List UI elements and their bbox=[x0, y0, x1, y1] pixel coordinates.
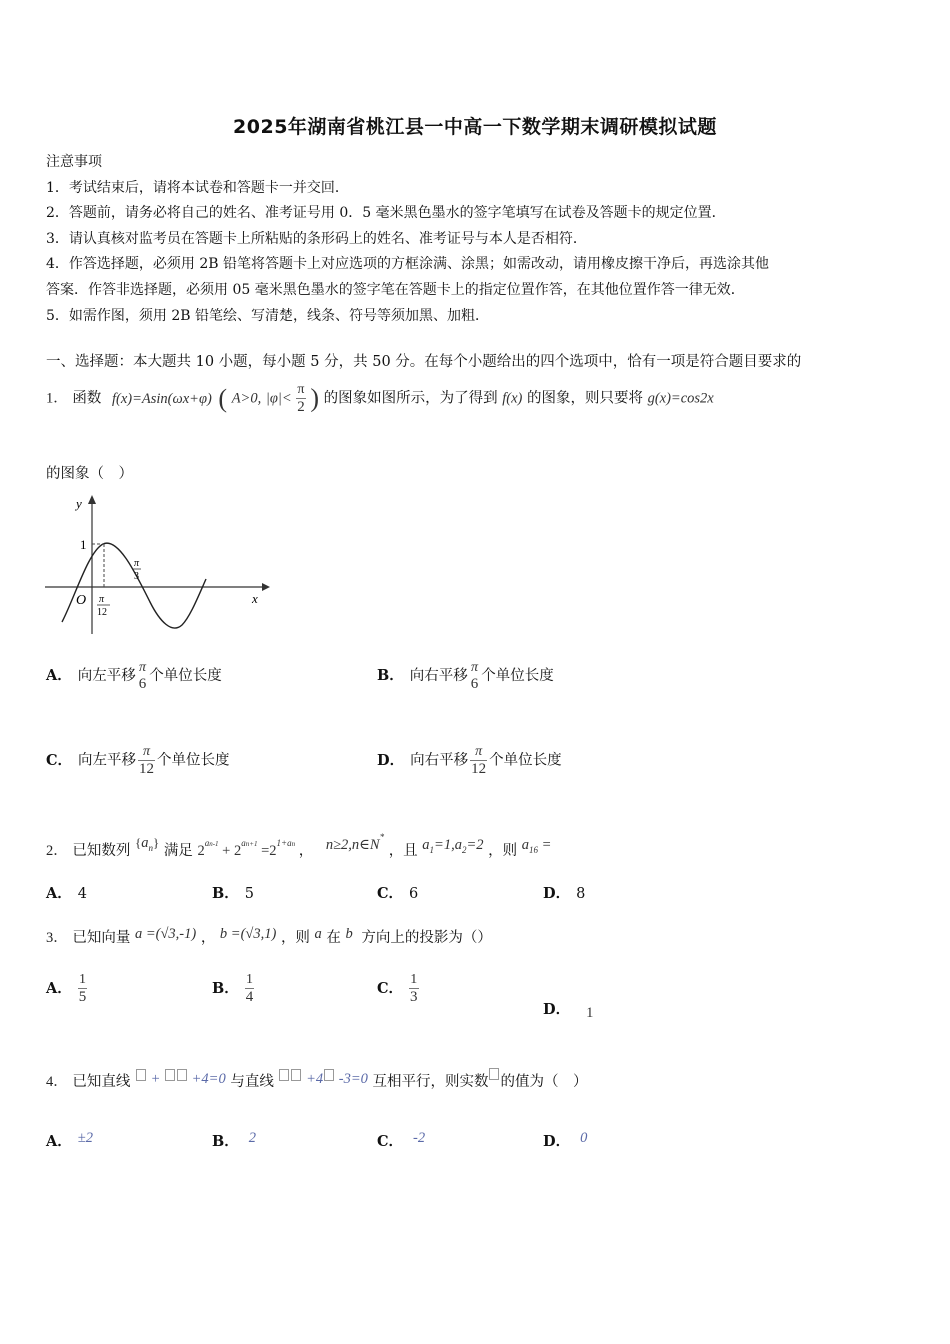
question-text: 已知直线 bbox=[72, 1074, 131, 1090]
notice-item: 2．答题前，请务必将自己的姓名、准考证号用 0．5 毫米黑色墨水的签字笔填写在试卷及答题卡的规定位置． bbox=[46, 205, 726, 222]
tick-pi-12-num: π bbox=[99, 594, 105, 605]
vector-b: b =(√3,1) bbox=[219, 926, 277, 942]
q4-option-c[interactable]: C． -2 bbox=[377, 1130, 426, 1150]
notice-heading: 注意事项 bbox=[46, 154, 102, 170]
question-text: 的图象如图所示，为了得到 bbox=[323, 390, 498, 407]
page-title: 2025年湖南省桃江县一中高一下数学期末调研模拟试题 bbox=[233, 116, 717, 138]
question-number: 3． bbox=[46, 930, 68, 946]
notice-item: 5．如需作图，须用 2B 铅笔绘、写清楚，线条、符号等须加黑、加粗． bbox=[46, 307, 490, 324]
target-term: $a_{16}$ = bbox=[521, 837, 552, 855]
section-heading: 一、选择题：本大题共 10 小题，每小题 5 分，共 50 分。在每个小题给出的四个选项中，恰有一项是符合题目要求的 bbox=[46, 354, 802, 370]
formula-f: f(x)=Asin(ωx+φ) bbox=[111, 390, 212, 407]
tick-pi-12-den: 12 bbox=[97, 607, 107, 618]
line-1-equation: + +4=0 bbox=[135, 1071, 226, 1087]
tick-pi-3-den: 3 bbox=[134, 571, 139, 582]
q4-option-a[interactable]: A． ±2 bbox=[46, 1130, 93, 1150]
condition-a: A>0, bbox=[231, 390, 262, 407]
question-text: 已知向量 bbox=[72, 930, 131, 946]
question-3-stem: 3． 已知向量 a =(√3,-1) ， b =(√3,1) ，则 a 在 b 方向上的投影为（） bbox=[46, 926, 492, 946]
fraction-pi-over-2: $\frac{\pi}{2}$ bbox=[297, 382, 305, 415]
question-1-stem: 1． 函数 f(x)=Asin(ωx+φ) ( A>0, |φ|< $\frac{\pi}{2}$ ) 的图象如图所示，为了得到 f(x) 的图象，则只要将 g(x)=cos2x bbox=[46, 382, 714, 415]
q2-option-b[interactable]: B． 5 bbox=[212, 885, 254, 902]
notice-item: 1．考试结束后，请将本试卷和答题卡一并交回． bbox=[46, 179, 349, 196]
formula-gx: g(x)=cos2x bbox=[647, 390, 714, 407]
y-axis-label: y bbox=[76, 496, 82, 511]
question-text: 函数 bbox=[72, 390, 102, 407]
sine-graph bbox=[40, 492, 270, 642]
q4-option-d[interactable]: D． 0 bbox=[543, 1130, 588, 1150]
y-axis-arrow-icon bbox=[88, 495, 96, 504]
q2-option-a[interactable]: A． 4 bbox=[46, 885, 87, 902]
q1-option-a[interactable]: A． 向左平移 π 6 个单位长度 bbox=[46, 660, 222, 692]
notice-block bbox=[46, 150, 906, 329]
question-text: 满足 bbox=[163, 843, 193, 859]
sine-curve bbox=[62, 543, 206, 628]
q3-option-a[interactable]: A． $\frac{1}{5}$ bbox=[46, 972, 87, 1005]
question-text: 已知数列 bbox=[72, 843, 131, 859]
q2-option-c[interactable]: C． 6 bbox=[377, 885, 419, 902]
recurrence-formula: $2^{an-1} + 2^{an+1} =2^{1+an}$ bbox=[197, 838, 296, 859]
q1-option-c[interactable]: C． 向左平移 $\frac{\pi}{12}$ 个单位长度 bbox=[46, 744, 230, 777]
question-2-stem: 2． 已知数列 $\{a^n\}$ 满足 $2^{an-1} + 2^{an+1} =2^{1+an}$ ， n≥2,n∈N* ，且 $a_1=1,a_2=2$ ，则 $a_{16}$ = bbox=[46, 832, 552, 859]
question-1-stem-cont: 的图象（ ） bbox=[46, 466, 133, 482]
notice-item: 4．作答选择题，必须用 2B 铅笔将答题卡上对应选项的方框涂满、涂黑；如需改动，请用橡皮擦干净后，再选涂其他 bbox=[46, 256, 769, 273]
question-text: 的图象，则只要将 bbox=[526, 390, 643, 407]
initial-values: $a_1=1,a_2=2$ bbox=[422, 837, 484, 855]
line-2-equation: +4 -3=0 bbox=[278, 1071, 367, 1087]
condition-n: n≥2,n∈N* bbox=[325, 832, 385, 853]
notice-item: 答案．作答非选择题，必须用 05 毫米黑色墨水的签字笔在答题卡上的指定位置作答，在其他位置作答一律无效． bbox=[46, 281, 745, 298]
q1-option-b[interactable]: B． 向右平移 π 6 个单位长度 bbox=[377, 660, 554, 692]
q4-option-b[interactable]: B． 2 bbox=[212, 1130, 257, 1150]
question-4-stem: 4． 已知直线 + +4=0 与直线 +4 -3=0 互相平行，则实数 的值为（ ） bbox=[46, 1068, 587, 1091]
question-number: 1． bbox=[46, 390, 68, 407]
notice-item: 3．请认真核对监考员在答题卡上所粘贴的条形码上的姓名、准考证号与本人是否相符． bbox=[46, 230, 587, 247]
q3-option-b[interactable]: B． $\frac{1}{4}$ bbox=[212, 972, 254, 1005]
vector-a: a =(√3,-1) bbox=[134, 926, 197, 942]
q3-option-c[interactable]: C． $\frac{1}{3}$ bbox=[377, 972, 418, 1005]
q2-option-d[interactable]: D． 8 bbox=[543, 885, 586, 902]
q3-option-d[interactable]: D． 1 bbox=[543, 1001, 594, 1021]
question-number: 4． bbox=[46, 1074, 68, 1090]
x-axis-label: x bbox=[252, 591, 258, 606]
tick-pi-3-num: π bbox=[134, 558, 140, 569]
max-value-label: 1 bbox=[80, 537, 87, 552]
origin-label: O bbox=[76, 593, 87, 608]
question-number: 2． bbox=[46, 843, 68, 859]
q1-option-d[interactable]: D． 向右平移 $\frac{\pi}{12}$ 个单位长度 bbox=[377, 744, 562, 777]
x-axis-arrow-icon bbox=[262, 583, 270, 591]
formula-fx: f(x) bbox=[502, 390, 523, 407]
condition-phi: |φ|< bbox=[265, 390, 292, 407]
